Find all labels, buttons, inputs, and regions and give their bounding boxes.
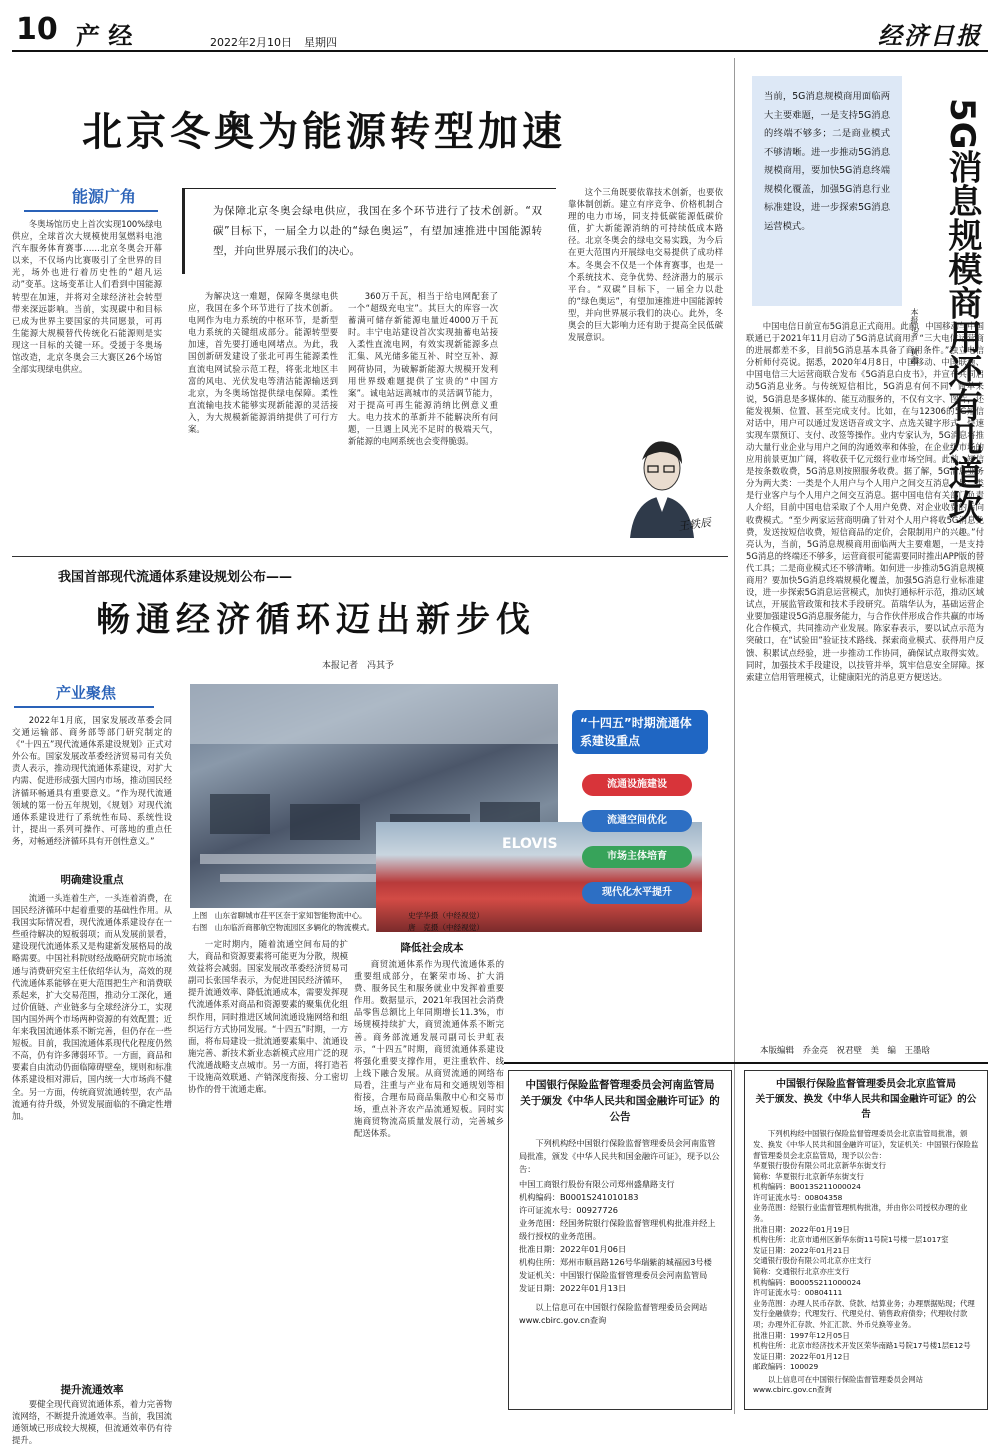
article2-intro: 2022年1月底，国家发展改革委会同交通运输部、商务部等部门研究制定的《“十四五”现代流通体系建设规划》正式对外公布。国家发展改革委经济贸易司有关负责人表示，推动现代流通体系建设，对扩大内需、促进形成强大国内市场，推动国民经济循环畅通具有重要意义。“作为现代流通领域的第一份五年规划，《规划》对现代流通体系建设进行了系统性布局、系统性设计，提出一系列可操作、可落地的重点任务，对畅通经济循环具有开创性意义。” xyxy=(12,715,172,846)
notice-beijing-line: 许可证流水号：00804358 xyxy=(753,1192,843,1202)
notice-beijing-footer: 以上信息可在中国银行保险监督管理委员会网站www.cbirc.gov.cn查询 xyxy=(753,1374,924,1395)
notice-henan xyxy=(508,1070,732,1410)
notice-beijing xyxy=(744,1070,988,1410)
masthead-logo: 经济日报 xyxy=(878,21,982,50)
kicker-circulation: 我国首部现代流通体系建设规划公布—— xyxy=(58,570,293,585)
notice-beijing-line: 发证日期：2022年01月21日 xyxy=(753,1245,850,1255)
notice-henan-line: 许可证流水号：00927726 xyxy=(519,1205,618,1215)
notice-beijing-line: 许可证流水号：00804111 xyxy=(753,1288,843,1298)
summary-box xyxy=(752,76,902,306)
notice-beijing-line: 机构住所：北京市通州区新华东街11号院1号楼一层1017室 xyxy=(753,1235,949,1245)
right-column-divider xyxy=(734,58,735,1414)
notice-beijing-line: 业务范围：办理人民币存款、贷款、结算业务；办理票据贴现；代理发行金融债券；代理发行、代理兑付、销售政府债券；代理收付款项；办理外汇存款、外汇汇款、外币兑换等业务。 xyxy=(753,1298,975,1329)
tag-underline-2 xyxy=(14,706,154,708)
issue-date: 2022年2月10日 xyxy=(210,36,292,49)
infographic-title: “十四五”时期流通体系建设重点 xyxy=(572,710,708,754)
page-header xyxy=(12,10,988,50)
infographic-item-space: 流通空间优化 xyxy=(582,810,692,832)
photo-caption-top: 上图 山东省聊城市茌平区奈于家知智能物流中心。 xyxy=(192,911,367,920)
column-tag-energy: 能源广角 xyxy=(72,187,137,206)
truck-brand: ELOVIS xyxy=(502,836,558,852)
article1-col1: 冬奥场馆历史上首次实现100%绿电供应，全球首次大规模使用氢燃料电池汽车服务体育赛事……北京冬奥会开幕以来，不仅场内比赛吸引了全世界的目光，场外也进行着历史性的“超凡运动”变革。这场变革让人们看到中国能源转型在加速，并将对全球经济社会转型带来深远影响。当前，实现碳中和目标已成为世界主要国家的共同愿景，可再生能源大规模替代传统化石能源则是实现这一目标的关键一环。受援于冬奥场馆改造，北京冬奥会三大赛区26个场馆全部实现绿电供应。 xyxy=(12,219,162,375)
author-portrait xyxy=(620,430,720,540)
page-number: 10 xyxy=(16,12,58,47)
notice-henan-title2: 关于颁发《中华人民共和国金融许可证》的公告 xyxy=(520,1095,720,1123)
photo-caption-bottom: 右图 山东临沂商都航空物流园区多辆化的物流模式。 xyxy=(192,923,375,932)
editors-line: 本版编辑 乔金亮 祝君壁 美 编 王墨晗 xyxy=(760,1046,931,1056)
notice-henan-title1: 中国银行保险监督管理委员会河南监管局 xyxy=(525,1079,715,1091)
subhead-efficiency: 提升流通效率 xyxy=(60,1384,124,1396)
article2-right-col: 商贸流通体系作为现代流通体系的重要组成部分，在繁荣市场、扩大消费、服务民生和服务就业中发挥着重要作用。数据显示，2021年我国社会消费品零售总额比上年同期增长11.3%，市场规模持续扩大，商贸流通体系不断完善。商务部流通发展司副司长尹虹表示，“十四五”时期，商贸流通体系建设将强化重要支撑作用，更注重软件、线上线下融合发展。从商贸流通的网络布局看，注重与产业布局和交通规划等相衔接，合理布局商品集散中心和交易市场，重点补齐农产品流通短板。同时实施商贸物流高质量发展行动，完善城乡配送体系。 xyxy=(354,959,504,1139)
headline-circulation: 畅通经济循环迈出新步伐 xyxy=(96,600,536,640)
article1-col4a: 这个三角既要依靠技术创新，也要依靠体制创新。建立有序竞争、价格机制合理的电力市场，同支持低碳能源低碳价值，扩大新能源消纳的可持续低成本路径。北京冬奥会的绿电交易实践，为今后在更大范围内开展绿电交易提供了成功样本。冬奥会不仅是一个体育赛事，也是一个系统技术、竞争优势、经济潜力的展示平台。“双碳”目标下，一届全力以赴的“绿色奥运”，有望加速推进中国能源转型，并向世界展示我们的决心。此外，冬奥会的巨大影响力还有助于提高全民低碳发展意识。 xyxy=(568,187,723,343)
infographic-item-market: 市场主体培育 xyxy=(582,846,692,868)
section-name: 产 经 xyxy=(76,21,133,50)
notice-beijing-intro: 下列机构经中国银行保险监督管理委员会北京监管局批准，颁发、换发《中华人民共和国金融许可证》，发证机关：中国银行保险监督管理委员会北京监管局，现予以公告： xyxy=(753,1129,979,1160)
notice-beijing-line: 业务范围：经银行业监督管理机构批准，并由你公司授权办理的业务。 xyxy=(753,1203,968,1223)
article-winter-olympics xyxy=(12,58,728,556)
notice-beijing-title1: 中国银行保险监督管理委员会北京监管局 xyxy=(776,1079,956,1090)
subhead-construction: 明确建设重点 xyxy=(60,874,124,886)
article1-col2: 为解决这一难题，保障冬奥绿电供应，我国在多个环节进行了技术创新。电网作为电力系统的中枢环节，是新型电力系统的关键组成部分。能源转型要加速，首先要打通电网堵点。为此，我国创新研发建设了张北可再生能源柔性直流电网试验示范工程，将张北地区丰富的风电、光伏发电等清洁能源输送到北京，为冬奥场馆提供绿电保障。柔性直流输电技术能够实现新能源的灵活接入，为大规模新能源消纳提供了可行方案。 xyxy=(188,291,338,435)
author-signature: 王轶辰 xyxy=(677,515,712,534)
notice-beijing-line: 简称：交通银行北京亦庄支行 xyxy=(753,1266,850,1276)
issue-weekday: 星期四 xyxy=(304,36,337,49)
infographic-item-modernization: 现代化水平提升 xyxy=(582,882,692,904)
notice-beijing-title2: 关于颁发、换发《中华人民共和国金融许可证》的公告 xyxy=(755,1094,977,1120)
byline-circulation: 本报记者 冯其予 xyxy=(322,661,395,671)
article3-body: 中国电信日前宣布5G消息正式商用。此前，中国移动与中国联通已于2021年11月启动了5G消息试商用。“三大电信运营商的进展都差不多，目前5G消息基本具备了商用条件。”独立电信分析师付亮说。据悉，2020年4月8日，中国移动、中国联通、中国电信三大运营商联合发布《5G消息白皮书》，并宣布共同启动5G消息业务。与传统短信相比，5G消息有何不同？简单来说，5G消息是多媒体的、能互动服务的，不仅有文字、图片，还能发视频、位置、甚至完成支付。比如，在与12306的5G短信对话中，用户可以通过发送语音或文字、点选关键字形式，快速实现车票预订、支付、改签等操作。业内专家认为，5G消息将推动大量行业企业与用户之间的沟通效率和体验，在企业级市场的应用前景更加广阔，将收获千亿元级行业市场空间。此前，短信是按条数收费，5G消息则按照服务收费。据了解，5G消息业务分为两大类：一类是个人用户与个人用户之间交互消息，另一类是行业客户与个人用户之间交互消息。据中国电信有关部门负责人介绍，目前中国电信采取了个人用户免费、对企业收费的后向收费模式。“至少两家运营商明确了针对个人用户将收5G消息免费，发送按短信收费，短信商品的定价，会限制用户的兴趣。”付亮认为，当前，5G消息规模商用面临两大主要难题，一是支持5G消息的终端还不够多，运营商很可能需要同时推出APP版的替代工具；二是商业模式还不够清晰。如何进一步推动5G消息规模商用？要加快5G消息终端规模化覆盖，加强5G消息行业标准建设，进一步探索5G消息运营模式，加快打通标杆示范，推动区域试点，开展监管政策和技术手段研究。苗瑞华认为，基础运营企业要加强建设5G消息服务能力，与合作伙伴形成合作共赢的市场化合作模式，共同推动产业发展。陈家春表示，要以试点示范为突破口，在“试验田”验证技术路线、探索商业模式、获得用户反馈、积累试点经验，进一步推动工作协同，确保试点取得实效。同时，加强技术手段建设，以技管并举，筑牢信息安全屏障。探索建立信用管理模式，让健康阳光的消息更方便送达。 xyxy=(746,321,984,682)
notice-henan-line: 业务范围：经国务院银行保险监督管理机构批准并经上级行授权的业务范围。 xyxy=(519,1218,716,1241)
notices-top-rule xyxy=(504,1062,988,1064)
headline-5g: 5G消息规模商用还有几道坎 xyxy=(942,98,982,524)
notice-beijing-line: 发证日期：2022年01月12日 xyxy=(753,1351,850,1361)
notice-beijing-line: 简称：华夏银行北京新华东街支行 xyxy=(753,1171,864,1181)
tag-underline xyxy=(24,210,158,212)
photo-credit-bottom: 唐 克摄（中经视觉） xyxy=(408,923,484,932)
article-5g-messaging xyxy=(742,58,988,1038)
section-divider xyxy=(12,556,728,557)
column-tag-industry: 产业聚焦 xyxy=(56,684,117,702)
infographic-item-facilities: 流通设施建设 xyxy=(582,774,692,796)
infographic-panel xyxy=(572,710,712,900)
notice-beijing-line: 批准日期：2022年01月19日 xyxy=(753,1224,850,1234)
subhead-cost: 降低社会成本 xyxy=(400,942,464,954)
article2-bottom-left: 要健全现代商贸流通体系，着力完善物流网络，不断提升流通效率。当前，我国流通领域已形成较大规模，但流通效率仍有待提升。 xyxy=(12,1399,172,1446)
notice-henan-line: 批准日期：2022年01月06日 xyxy=(519,1244,627,1254)
photo-credit-top: 史学华摄（中经视觉） xyxy=(408,911,484,920)
notice-henan-line: 机构住所：郑州市顺昌路126号华瑞紫韵城福园3号楼 xyxy=(519,1257,712,1267)
notice-henan-line: 机构编码：B0001S241010183 xyxy=(519,1192,639,1202)
notice-beijing-line: 机构编码：B0013S211000024 xyxy=(753,1182,861,1192)
pull-quote-box xyxy=(182,188,556,274)
notice-beijing-line: 机构住所：北京市经济技术开发区荣华南路1号院17号楼1层E12号 xyxy=(753,1341,971,1351)
summary-text: 当前，5G消息规模商用面临两大主要难题，一是支持5G消息的终端不够多；二是商业模式不够清晰。进一步推动5G消息规模商用，要加快5G消息终端规模化覆盖，加强5G消息行业标准建设，进一步探索5G消息运营模式。 xyxy=(764,91,890,232)
notice-henan-line: 发证日期：2022年01月13日 xyxy=(519,1283,627,1293)
notice-henan-line: 中国工商银行股份有限公司郑州盛鼎路支行 xyxy=(519,1179,675,1189)
headline-winter-olympics: 北京冬奥为能源转型加速 xyxy=(82,109,566,155)
header-rule xyxy=(12,50,988,52)
notice-henan-footer: 以上信息可在中国银行保险监督管理委员会网站www.cbirc.gov.cn查询 xyxy=(519,1302,708,1325)
notice-beijing-line: 机构编码：B0005S211000024 xyxy=(753,1277,861,1287)
article2-left-col: 流通一头连着生产，一头连着消费，在国民经济循环中起着重要的基础性作用。从我国实际情况看，现代流通体系建设存在一些亟待解决的短板弱项；而从发展前景看，建设现代流通体系又是构建新发展格局的战略需要。中国社科院财经战略研究院市场流通与消费研究室主任依绍华认为，高效的现代流通体系能够在更大范围把生产和消费联系起来，扩大交易范围，推动分工深化，通过价值链、产业链多与全球经济分工，实现国内国外两个市场两种资源的有效配置；近年来我国流通体系不断完善，但仍存在一些短板。目前，我国流通体系现代化程度仍然不高，仍有许多薄弱环节。一方面，商品和要素自由流动仍面临障碍壁垒，规则和标准体系建设相对滞后，国内统一大市场尚不健全。另一方面，传统商贸流通转型，农产品流通有待升级，外贸发展面临的不确定性增加。 xyxy=(12,893,172,1121)
notice-henan-intro: 下列机构经中国银行保险监督管理委员会河南监管局批准，颁发《中华人民共和国金融许可证》，现予以公告： xyxy=(519,1138,720,1174)
notice-henan-line: 发证机关：中国银行保险监督管理委员会河南监管局 xyxy=(519,1270,708,1280)
article2-mid-col: 一定时期内，随着流通空间布局的扩大，商品和资源要素将可能更为分散，规模效益将会减弱。国家发展改革委经济贸易司副司长张国华表示，为促进国民经济循环，提升流通效率、降低流通成本，需要发挥现代流通体系对商品和资源要素的聚集优化组织作用，同时推进区域间流通设施网络和组织运行方式协同发展。“十四五”时期，一方面，将布局建设一批流通要素集中、流通设施完善、新技术新业态新模式应用广泛的现代流通战略支点城市。另一方面，将打造若干设施高效联通、产销深度衔接、分工密切协作的骨干流通走廊。 xyxy=(188,939,348,1095)
article1-col3: 360万千瓦，相当于给电网配套了一个“超级充电宝”。其巨大的库容一次蓄满可储存新能源电量近4000万千瓦时。丰宁电站建设首次实现抽蓄电站接入柔性直流电网，有效实现新能源多点汇集、风光储多能互补、时空互补、源网荷协同，为破解新能源大规模开发利用世界级难题提供了宝贵的“中国方案”。诚电站远离城市的灵活调节能力，对于提高可再生能源消纳比例意义重大。电力技术的革新并不能解决所有问题，一旦遇上风光不足时的极端天气，新能源的电网系统也会变得脆弱。 xyxy=(348,291,498,447)
notice-beijing-line: 华夏银行股份有限公司北京新华东街支行 xyxy=(753,1161,887,1170)
pull-quote: 为保障北京冬奥会绿电供应，我国在多个环节进行了技术创新。“双碳”目标下，一届全力以赴的“绿色奥运”，有望加速推进中国能源转型，并向世界展示我们的决心。 xyxy=(213,205,542,257)
notice-beijing-line: 批准日期：1997年12月05日 xyxy=(753,1330,850,1340)
byline-5g: 本报记者 黄鑫 xyxy=(910,308,919,364)
notice-beijing-line: 交通银行股份有限公司北京亦庄支行 xyxy=(753,1256,872,1266)
notice-beijing-line: 邮政编码：100029 xyxy=(753,1362,819,1372)
